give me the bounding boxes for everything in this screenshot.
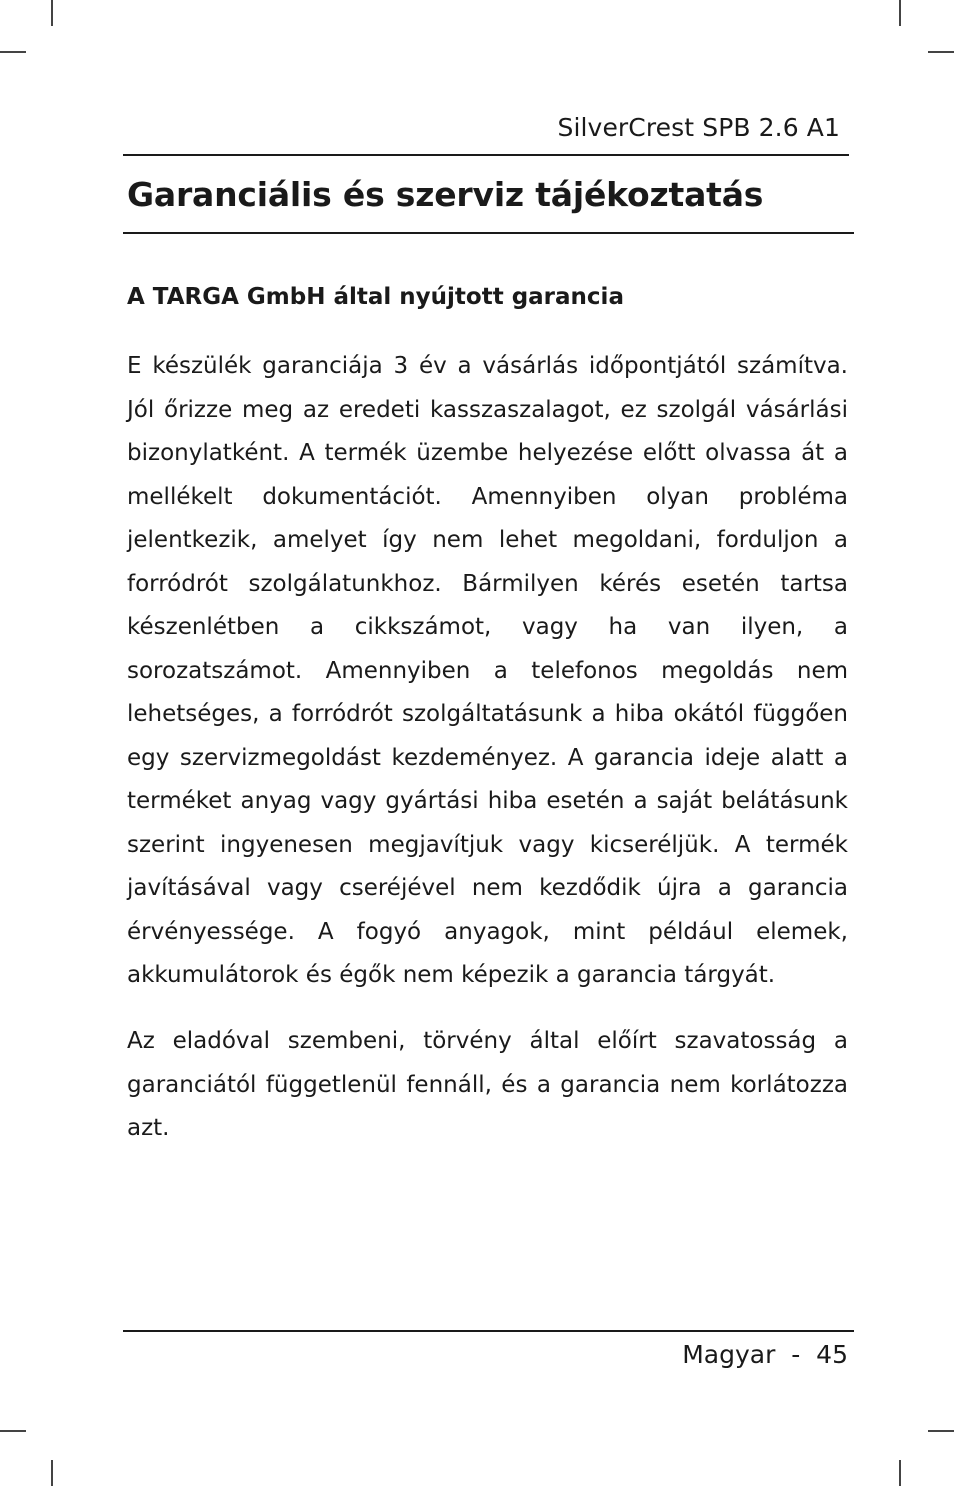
crop-mark — [51, 0, 53, 26]
warranty-paragraph: E készülék garanciája 3 év a vásárlás időpontjától számítva. Jól őrizze meg az eredeti kasszaszalagot, ez szolgál vásárlási bizonylatként. A termék üzembe helyezése előtt olvassa át a mellékelt dokumentációt. Amennyiben olyan probléma jelentkezik, amelyet így nem lehet megoldani, forduljon a forródrót szolgálatunkhoz. Bármilyen kérés esetén tartsa készenlétben a cikkszámot, vagy ha van ilyen, a sorozatszámot. Amennyiben a telefonos megoldás nem lehetséges, a forródrót szolgáltatásunk a hiba okától függően egy szervizmegoldást kezdeményez. A garancia ideje alatt a terméket anyag vagy gyártási hiba esetén a saját belátásunk szerint ingyenesen megjavítjuk vagy kicseréljük. A termék javításával vagy cseréjével nem kezdődik újra a garancia érvényessége. A fogyó anyagok, mint például elemek, akkumulátorok és égők nem képezik a garancia tárgyát. — [127, 353, 848, 988]
crop-mark — [899, 0, 901, 26]
crop-mark — [51, 1460, 53, 1486]
crop-mark — [899, 1460, 901, 1486]
crop-mark — [0, 51, 26, 53]
product-header: SilverCrest SPB 2.6 A1 — [557, 113, 840, 142]
header-rule — [123, 154, 849, 156]
page-title: Garanciális és szerviz tájékoztatás — [127, 175, 764, 214]
crop-mark — [0, 1430, 26, 1432]
crop-mark — [928, 51, 954, 53]
footer-rule — [123, 1330, 854, 1332]
legal-paragraph: Az eladóval szembeni, törvény által előírt szavatosság a garanciától függetlenül fennáll, és a garancia nem korlátozza azt. — [127, 1028, 848, 1141]
page-number: Magyar - 45 — [682, 1340, 848, 1369]
section-heading: A TARGA GmbH által nyújtott garancia — [127, 284, 624, 310]
title-rule — [123, 232, 854, 234]
crop-mark — [928, 1430, 954, 1432]
